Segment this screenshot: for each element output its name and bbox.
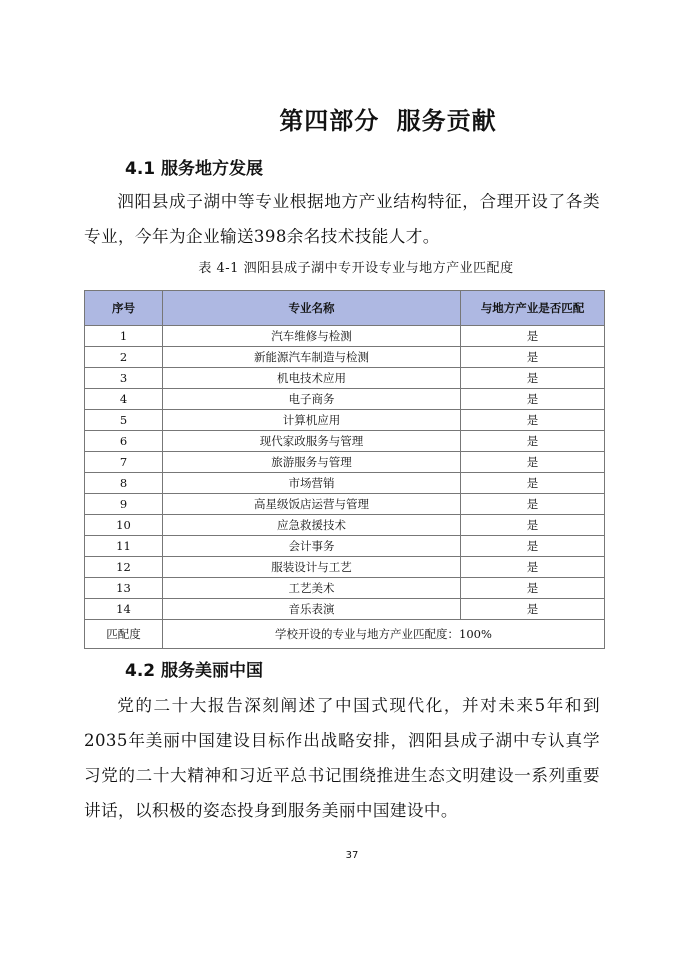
table-row	[85, 494, 605, 515]
cell-major-name: 音乐表演	[163, 599, 461, 620]
cell-match: 是	[461, 473, 605, 494]
cell-match: 是	[461, 347, 605, 368]
table-row	[85, 452, 605, 473]
cell-major-name: 应急救援技术	[163, 515, 461, 536]
table-row	[85, 326, 605, 347]
cell-match: 是	[461, 431, 605, 452]
footer-value: 学校开设的专业与地方产业匹配度：100%	[163, 620, 605, 649]
cell-major-name: 现代家政服务与管理	[163, 431, 461, 452]
table-footer-row	[85, 620, 605, 649]
cell-match: 是	[461, 410, 605, 431]
cell-major-name: 新能源汽车制造与检测	[163, 347, 461, 368]
header-no: 序号	[85, 291, 163, 326]
cell-no: 6	[85, 431, 163, 452]
cell-major-name: 旅游服务与管理	[163, 452, 461, 473]
cell-major-name: 机电技术应用	[163, 368, 461, 389]
cell-match: 是	[461, 494, 605, 515]
cell-no: 14	[85, 599, 163, 620]
cell-match: 是	[461, 578, 605, 599]
cell-major-name: 计算机应用	[163, 410, 461, 431]
table-row	[85, 515, 605, 536]
table-row	[85, 557, 605, 578]
table-row	[85, 473, 605, 494]
section-title-4-2: 4.2 服务美丽中国	[125, 661, 264, 681]
cell-major-name: 服装设计与工艺	[163, 557, 461, 578]
cell-major-name: 会计事务	[163, 536, 461, 557]
cell-no: 4	[85, 389, 163, 410]
section-4-1-paragraph: 泗阳县成子湖中等专业根据地方产业结构特征，合理开设了各类专业，今年为企业输送398余名技术技能人才。	[84, 192, 600, 246]
header-match: 与地方产业是否匹配	[461, 291, 605, 326]
cell-no: 5	[85, 410, 163, 431]
cell-match: 是	[461, 452, 605, 473]
cell-major-name: 汽车维修与检测	[163, 326, 461, 347]
part-title: 第四部分 服务贡献	[279, 107, 497, 135]
page-number: 37	[345, 850, 359, 861]
cell-match: 是	[461, 599, 605, 620]
cell-match: 是	[461, 536, 605, 557]
cell-no: 8	[85, 473, 163, 494]
cell-match: 是	[461, 368, 605, 389]
cell-no: 3	[85, 368, 163, 389]
cell-no: 7	[85, 452, 163, 473]
cell-no: 1	[85, 326, 163, 347]
cell-match: 是	[461, 326, 605, 347]
table-row	[85, 578, 605, 599]
cell-no: 13	[85, 578, 163, 599]
cell-no: 11	[85, 536, 163, 557]
cell-match: 是	[461, 557, 605, 578]
section-title-4-1: 4.1 服务地方发展	[125, 159, 264, 179]
table-row	[85, 347, 605, 368]
table-row	[85, 410, 605, 431]
cell-match: 是	[461, 515, 605, 536]
header-major-name: 专业名称	[163, 291, 461, 326]
cell-major-name: 电子商务	[163, 389, 461, 410]
major-industry-match-table	[84, 290, 605, 649]
cell-major-name: 工艺美术	[163, 578, 461, 599]
cell-no: 12	[85, 557, 163, 578]
table-row	[85, 389, 605, 410]
cell-no: 9	[85, 494, 163, 515]
table-row	[85, 536, 605, 557]
table-row	[85, 368, 605, 389]
table-caption: 表 4-1 泗阳县成子湖中专开设专业与地方产业匹配度	[198, 261, 514, 276]
cell-no: 10	[85, 515, 163, 536]
table-header-row	[85, 291, 605, 326]
cell-major-name: 高星级饭店运营与管理	[163, 494, 461, 515]
cell-match: 是	[461, 389, 605, 410]
footer-label: 匹配度	[85, 620, 163, 649]
cell-major-name: 市场营销	[163, 473, 461, 494]
table-row	[85, 599, 605, 620]
table-row	[85, 431, 605, 452]
section-4-2-paragraph: 党的二十大报告深刻阐述了中国式现代化，并对未来5年和到2035年美丽中国建设目标作出战略安排，泗阳县成子湖中专认真学习党的二十大精神和习近平总书记围绕推进生态文明建设一系列重要讲话，以积极的姿态投身到服务美丽中国建设中。	[84, 696, 600, 820]
cell-no: 2	[85, 347, 163, 368]
